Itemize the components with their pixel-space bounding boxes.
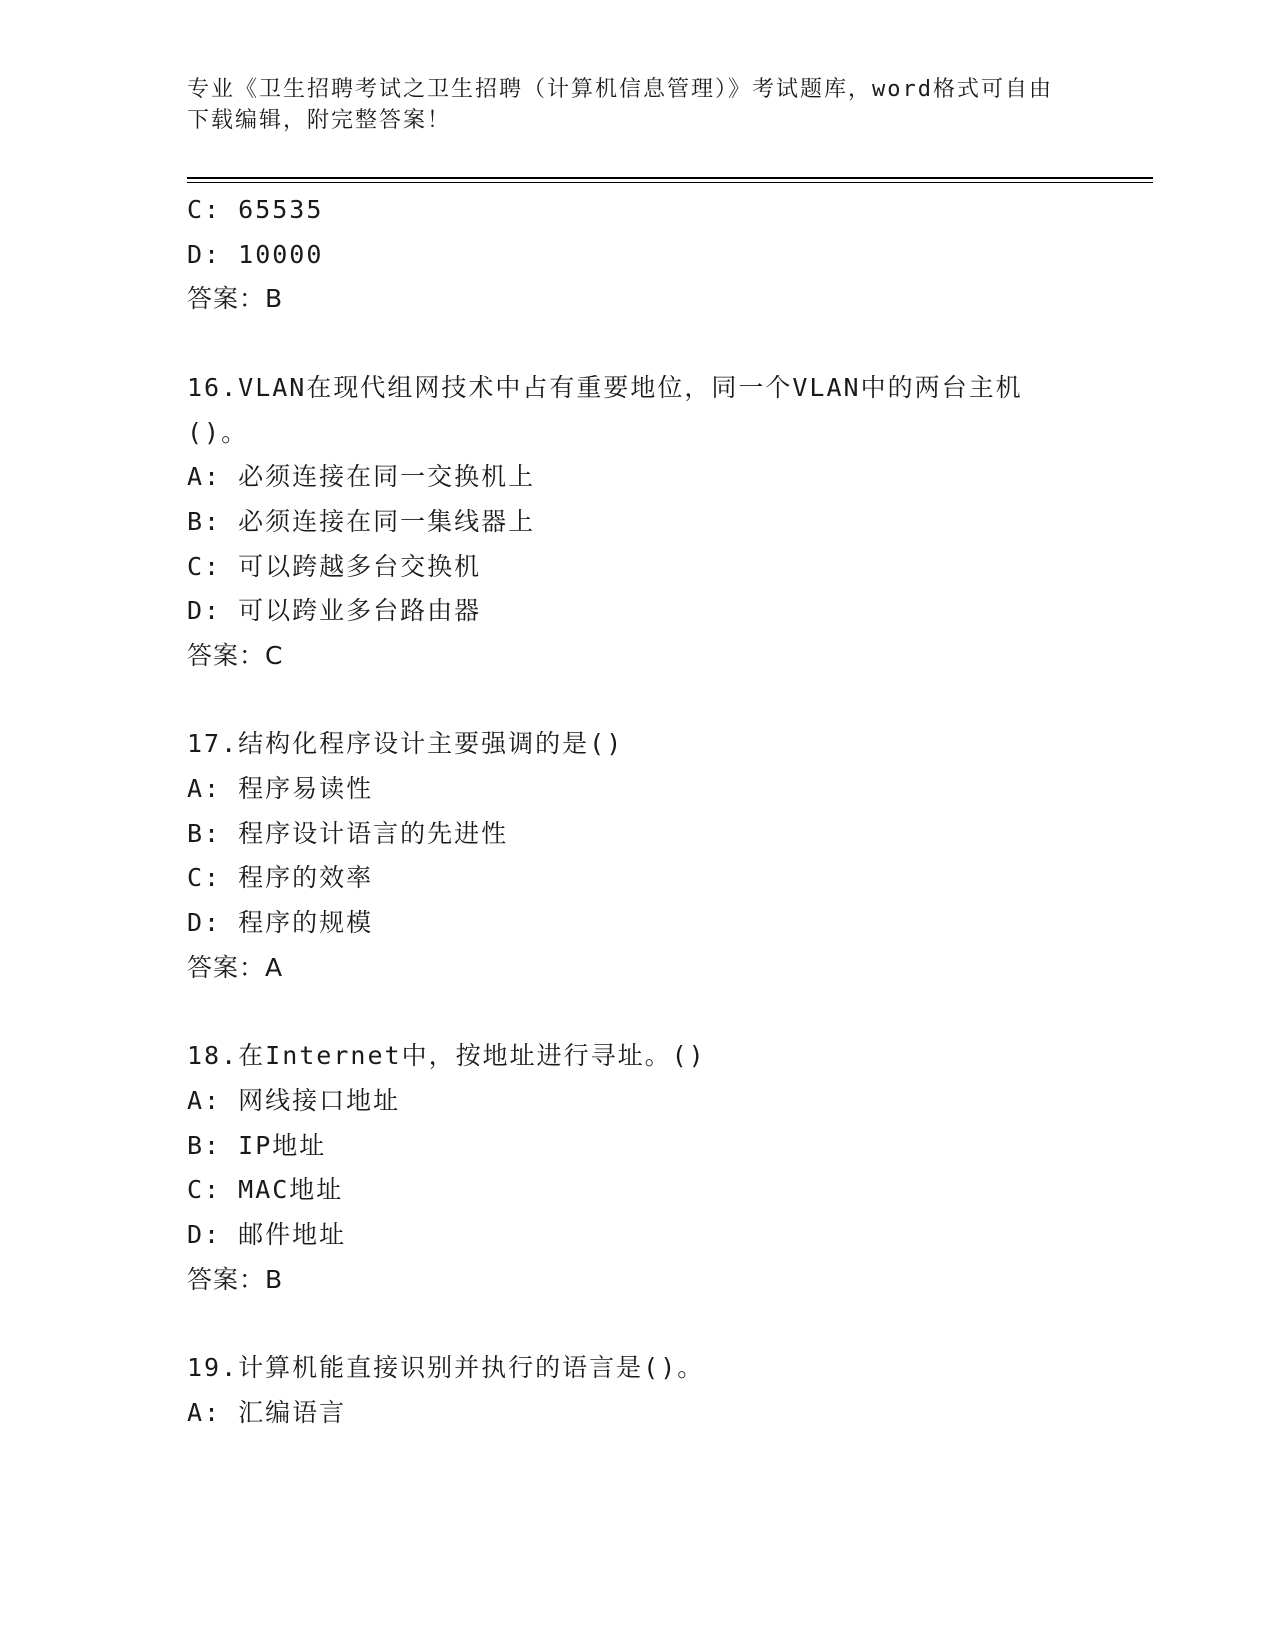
option-d: D: 10000: [187, 240, 324, 269]
question-19: 19.计算机能直接识别并执行的语言是()。: [187, 1353, 705, 1382]
option-c: C: MAC地址: [187, 1175, 344, 1204]
answer-line: 答案：A: [187, 953, 284, 982]
question-18: 18.在Internet中，按地址进行寻址。(): [187, 1041, 706, 1070]
document-header: 专业《卫生招聘考试之卫生招聘（计算机信息管理）》考试题库，word格式可自由下载编辑，附完整答案！: [187, 77, 1053, 133]
option-a: A: 程序易读性: [187, 774, 374, 803]
header-rule-thick: [187, 177, 1153, 179]
option-c: C: 程序的效率: [187, 863, 374, 892]
option-b: B: 必须连接在同一集线器上: [187, 507, 536, 536]
answer-line: 答案：B: [187, 1265, 284, 1294]
question-16-continued: ()。: [187, 418, 249, 447]
option-c: C: 可以跨越多台交换机: [187, 552, 482, 581]
option-b: B: IP地址: [187, 1131, 327, 1160]
header-rule-thin: [187, 182, 1153, 183]
option-d: D: 程序的规模: [187, 908, 374, 937]
option-b: B: 程序设计语言的先进性: [187, 819, 509, 848]
option-d: D: 邮件地址: [187, 1220, 347, 1249]
answer-line: 答案：B: [187, 284, 284, 313]
option-d: D: 可以跨业多台路由器: [187, 596, 482, 625]
question-16: 16.VLAN在现代组网技术中占有重要地位，同一个VLAN中的两台主机: [187, 373, 1023, 402]
option-a: A: 汇编语言: [187, 1398, 347, 1427]
option-a: A: 必须连接在同一交换机上: [187, 462, 536, 491]
answer-line: 答案：C: [187, 641, 284, 670]
option-c: C: 65535: [187, 195, 324, 224]
option-a: A: 网线接口地址: [187, 1086, 401, 1115]
question-17: 17.结构化程序设计主要强调的是(): [187, 729, 624, 758]
